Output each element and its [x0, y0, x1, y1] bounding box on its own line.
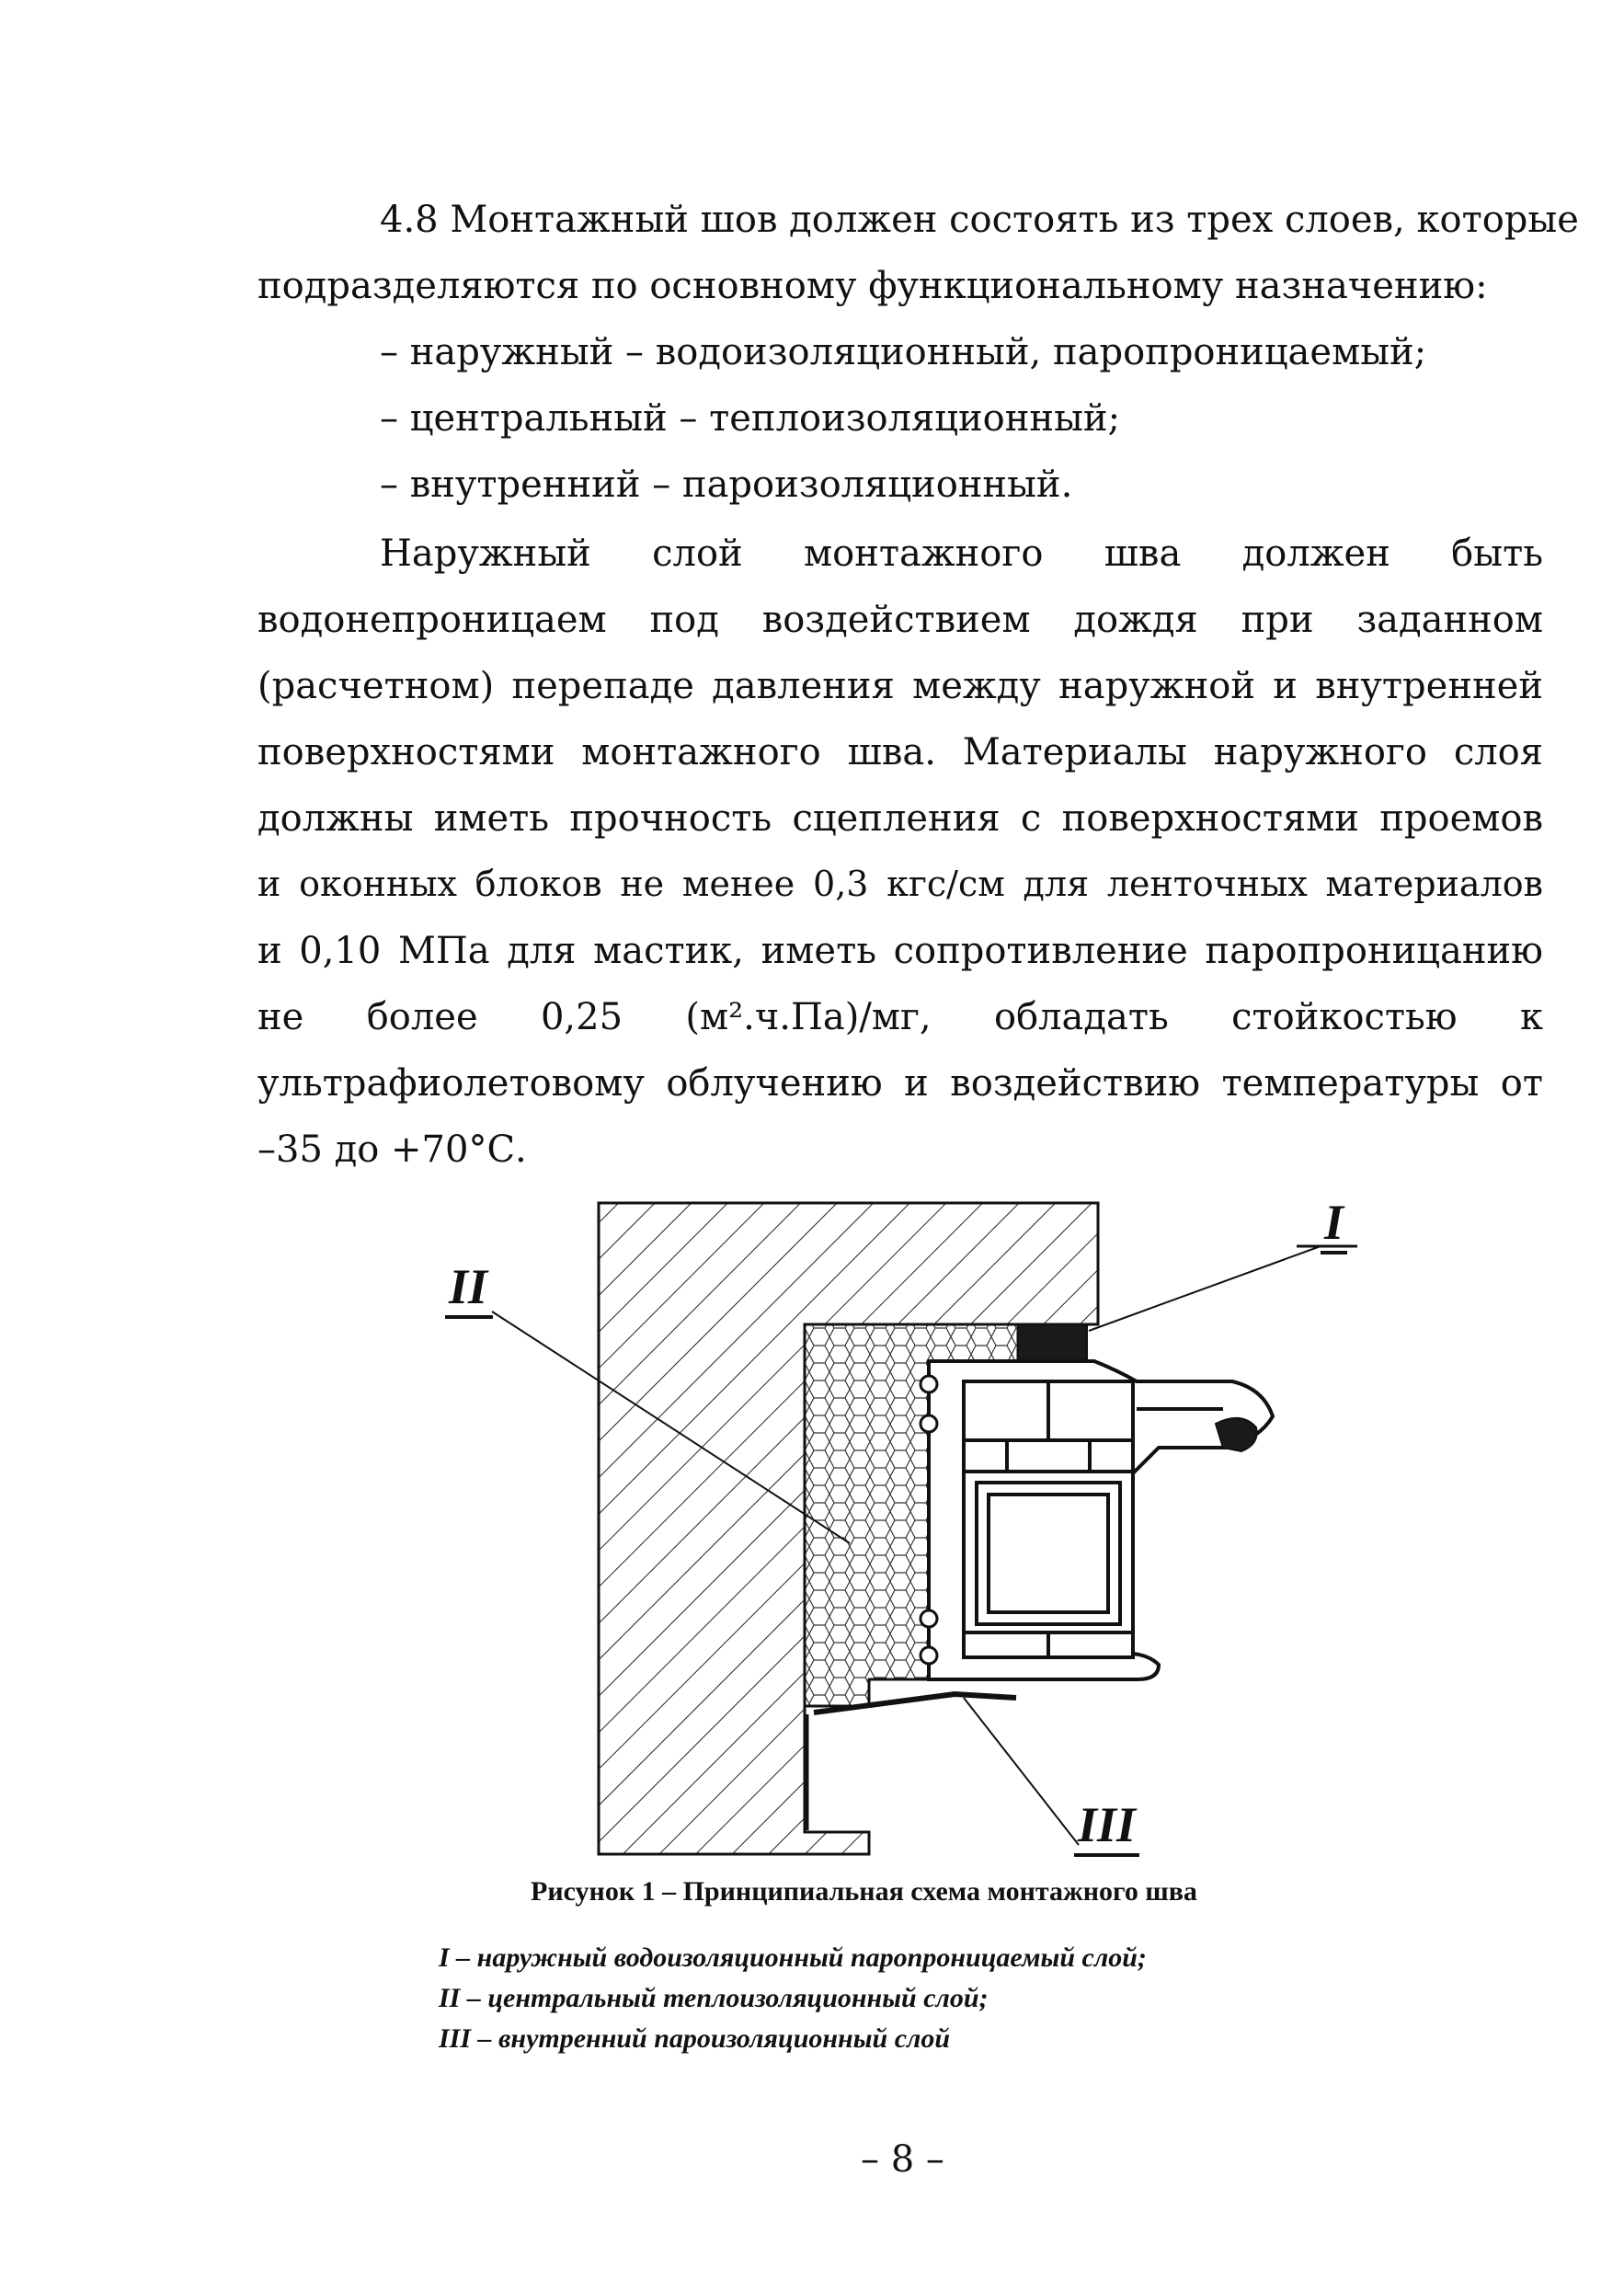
para2-line-3: (расчетном) перепаде давления между наружной и внутренней — [257, 665, 1543, 707]
layer-list-item-central: – центральный – теплоизоляционный; — [380, 397, 1121, 440]
window-frame-profile — [929, 1361, 1273, 1679]
para2-line-7: и 0,10 МПа для мастик, иметь сопротивление паропроницанию — [257, 930, 1543, 972]
para2-line-9: ультрафиолетовому облучению и воздействию температуры от — [257, 1062, 1543, 1105]
figure-legend-item-III: III – внутренний пароизоляционный слой — [439, 2023, 951, 2054]
para2-line-1: Наружный слой монтажного шва должен быть — [380, 533, 1543, 575]
layer-list-item-inner: – внутренний – пароизоляционный. — [380, 464, 1073, 506]
figure-legend-item-I: I – наружный водоизоляционный паропроницаемый слой; — [439, 1942, 1147, 1973]
leader-line-III — [964, 1698, 1079, 1845]
frame-gasket — [1216, 1418, 1257, 1451]
figure-label-II: II — [445, 1258, 493, 1319]
para2-line-8: не более 0,25 (м².ч.Па)/мг, обладать стойкостью к — [257, 996, 1543, 1038]
para1-line-2: подразделяются по основному функциональному назначению: — [257, 265, 1488, 307]
figure-label-I: I — [1321, 1194, 1347, 1254]
figure-caption: Рисунок 1 – Принципиальная схема монтажного шва — [531, 1876, 1197, 1907]
layer-list-item-outer: – наружный – водоизоляционный, паропроницаемый; — [380, 331, 1427, 373]
figure-legend-item-II: II – центральный теплоизоляционный слой; — [439, 1983, 989, 2013]
para2-line-2: водонепроницаем под воздействием дождя при заданном — [257, 599, 1543, 641]
figure-label-III: III — [1074, 1796, 1139, 1857]
para2-line-10: –35 до +70°С. — [257, 1128, 527, 1171]
para1-line-1: 4.8 Монтажный шов должен состоять из трех слоев, которые — [380, 199, 1579, 241]
outer-seal-tape — [1018, 1324, 1087, 1361]
page-number: – 8 – — [861, 2138, 944, 2181]
leader-line-I — [1089, 1246, 1321, 1331]
para2-line-4: поверхностями монтажного шва. Материалы наружного слоя — [257, 731, 1543, 773]
para2-line-6: и оконных блоков не менее 0,3 кгс/см для ленточных материалов — [257, 864, 1543, 904]
para2-line-5: должны иметь прочность сцепления с поверхностями проемов — [257, 797, 1543, 840]
